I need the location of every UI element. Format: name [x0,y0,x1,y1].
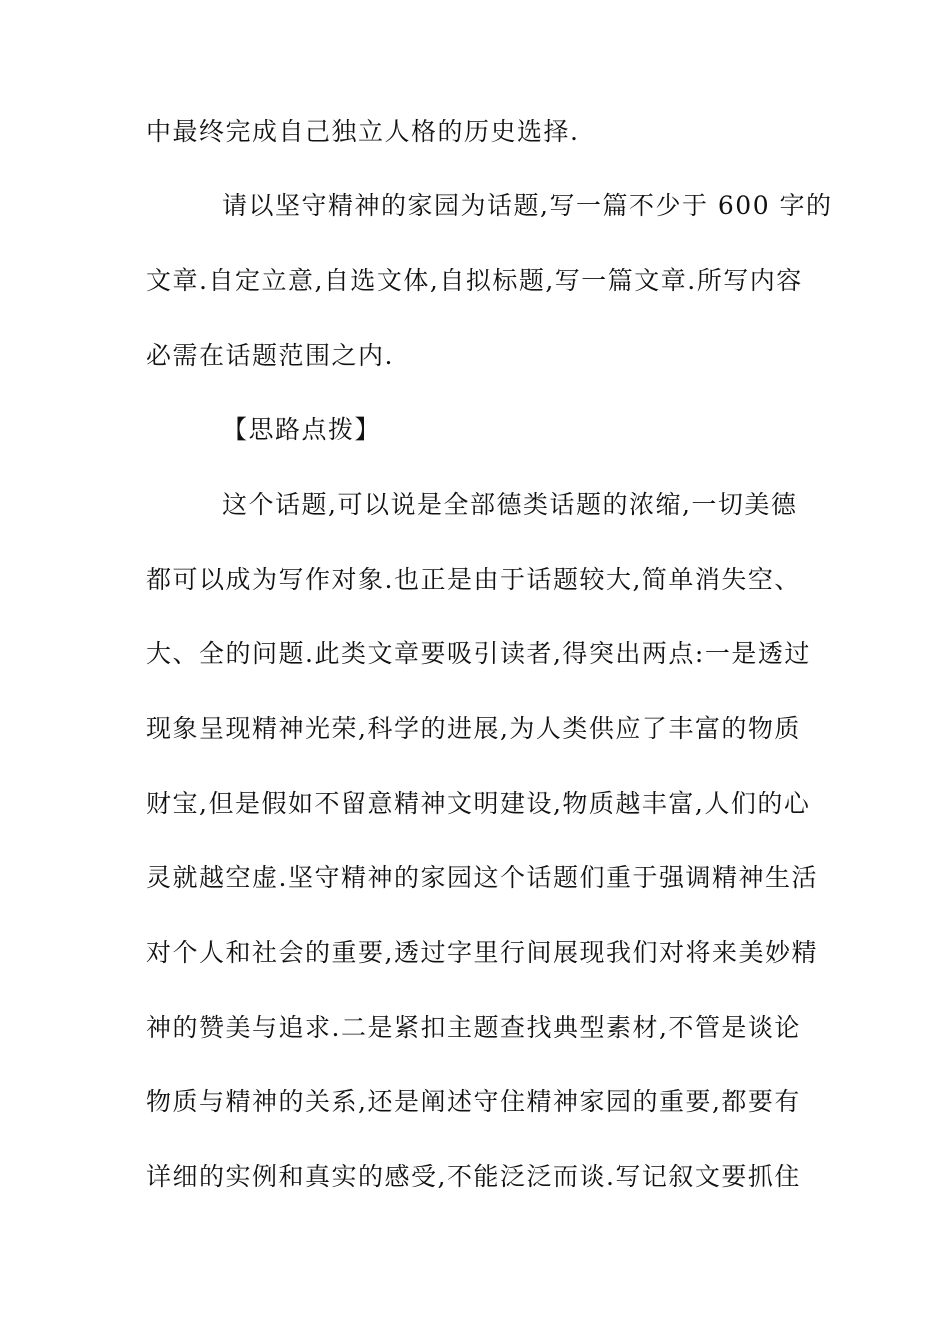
text-line-2: 请以坚守精神的家园为话题,写一篇不少于 600 字的 [222,191,833,220]
text-line-1: 中最终完成自己独立人格的历史选择. [146,117,580,146]
text-line-3: 文章.自定立意,自选文体,自拟标题,写一篇文章.所写内容 [146,266,803,295]
text-line-15: 详细的实例和真实的感受,不能泛泛而谈.写记叙文要抓住 [146,1162,801,1191]
text-line-12: 对个人和社会的重要,透过字里行间展现我们对将来美妙精 [146,938,818,967]
text-line-13: 神的赞美与追求.二是紧扣主题查找典型素材,不管是谈论 [146,1013,801,1042]
text-line-6: 这个话题,可以说是全部德类话题的浓缩,一切美德 [222,490,798,519]
text-line-11: 灵就越空虚.坚守精神的家园这个话题们重于强调精神生活 [146,863,818,892]
text-line-4: 必需在话题范围之内. [146,341,394,370]
text-line-10: 财宝,但是假如不留意精神文明建设,物质越丰富,人们的心 [146,789,811,818]
text-line-7: 都可以成为写作对象.也正是由于话题较大,简单消失空、 [146,565,801,594]
section-heading: 【思路点拨】 [222,415,382,444]
text-line-14: 物质与精神的关系,还是阐述守住精神家园的重要,都要有 [146,1087,801,1116]
text-line-9: 现象呈现精神光荣,科学的进展,为人类供应了丰富的物质 [146,714,801,743]
text-line-8: 大、全的问题.此类文章要吸引读者,得突出两点:一是透过 [146,639,811,668]
